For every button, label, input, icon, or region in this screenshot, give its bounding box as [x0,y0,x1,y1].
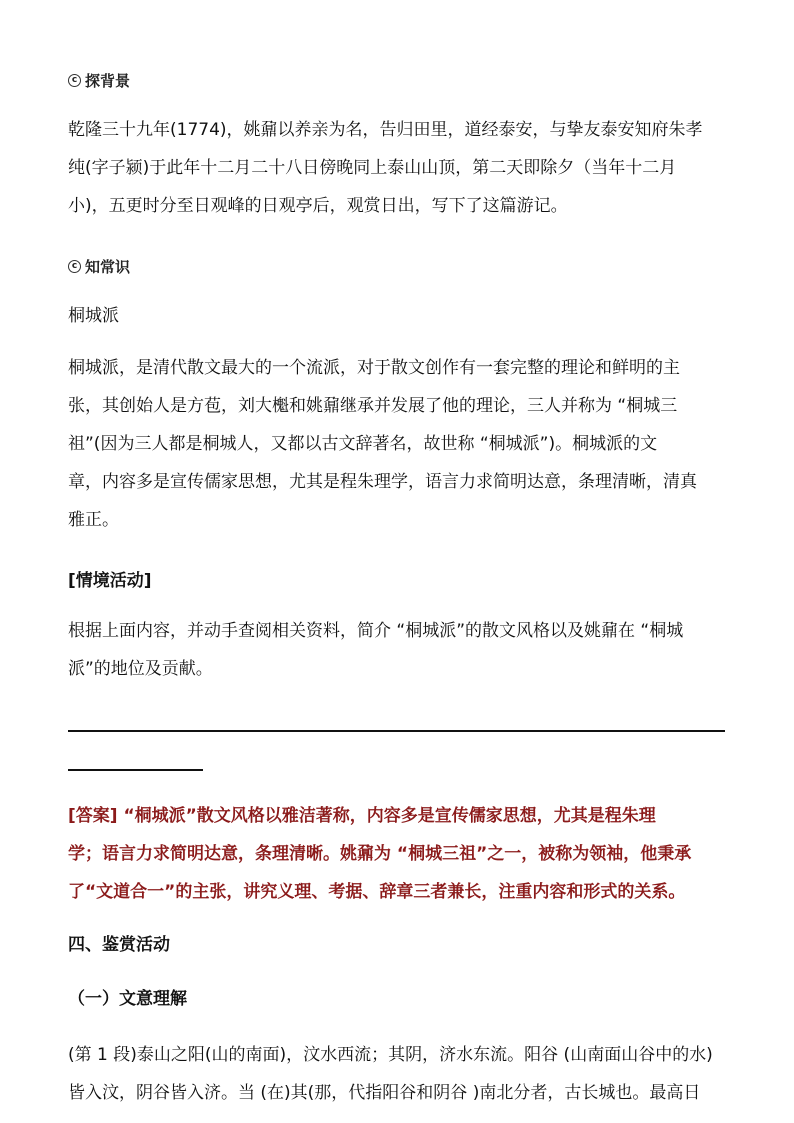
text-paragraph [68,1036,748,1112]
background-section-label [68,70,748,91]
background-paragraph [68,111,748,225]
c-circle-icon: c [68,74,81,87]
background-line: 小)，五更时分至日观峰的日观亭后，观赏日出，写下了这篇游记。 [68,196,568,216]
knowledge-title-text: 桐城派 [68,306,119,326]
c-circle-icon: c [68,260,81,273]
knowledge-line: 雅正。 [68,510,119,530]
answer-blank-line [68,730,725,732]
background-label-text: 探背景 [85,72,131,90]
knowledge-section-label [68,256,748,277]
activity-line: 根据上面内容，并动手查阅相关资料，简介 “桐城派”的散文风格以及姚鼐在 “桐城 [68,621,684,641]
knowledge-title [68,297,748,335]
background-line: 乾隆三十九年(1774)，姚鼐以养亲为名，告归田里，道经泰安，与挚友泰安知府朱孝 [68,120,703,140]
activity-paragraph [68,612,748,688]
answer-blank-line-short [68,769,203,771]
knowledge-line: 桐城派，是清代散文最大的一个流派，对于散文创作有一套完整的理论和鲜明的主 [68,358,680,378]
background-line: 纯(字子颍)于此年十二月二十八日傍晚同上泰山山顶，第二天即除夕（当年十二月 [68,158,677,178]
activity-label-text: [情境活动] [68,571,152,591]
knowledge-line: 章，内容多是宣传儒家思想，尤其是程朱理学，语言力求简明达意，条理清晰，清真 [68,472,697,492]
section-heading-text: 四、鉴赏活动 [68,935,170,955]
knowledge-paragraph [68,349,748,539]
subsection-heading [68,980,748,1018]
knowledge-line: 祖”(因为三人都是桐城人，又都以古文辞著名，故世称 “桐城派”)。桐城派的文 [68,434,658,454]
text-line: 皆入汶，阴谷皆入济。当 (在)其(那，代指阳谷和阴谷 )南北分者，古长城也。最高日 [68,1083,701,1103]
answer-paragraph [68,797,748,911]
answer-line: 了“文道合一”的主张，讲究义理、考据、辞章三者兼长，注重内容和形式的关系。 [68,882,686,902]
text-line: (第 1 段)泰山之阳(山的南面)，汶水西流；其阴，济水东流。阳谷 (山南面山谷中的水) [68,1045,713,1065]
subsection-heading-text: （一）文意理解 [68,989,187,1009]
activity-line: 派”的地位及贡献。 [68,659,213,679]
activity-label [68,562,748,600]
knowledge-label-text: 知常识 [85,258,131,276]
answer-line: [答案] “桐城派”散文风格以雅洁著称，内容多是宣传儒家思想，尤其是程朱理 [68,806,656,826]
section-heading [68,926,748,964]
knowledge-line: 张，其创始人是方苞，刘大櫆和姚鼐继承并发展了他的理论，三人并称为 “桐城三 [68,396,678,416]
answer-line: 学；语言力求简明达意，条理清晰。姚鼐为 “桐城三祖”之一，被称为领袖，他秉承 [68,844,692,864]
